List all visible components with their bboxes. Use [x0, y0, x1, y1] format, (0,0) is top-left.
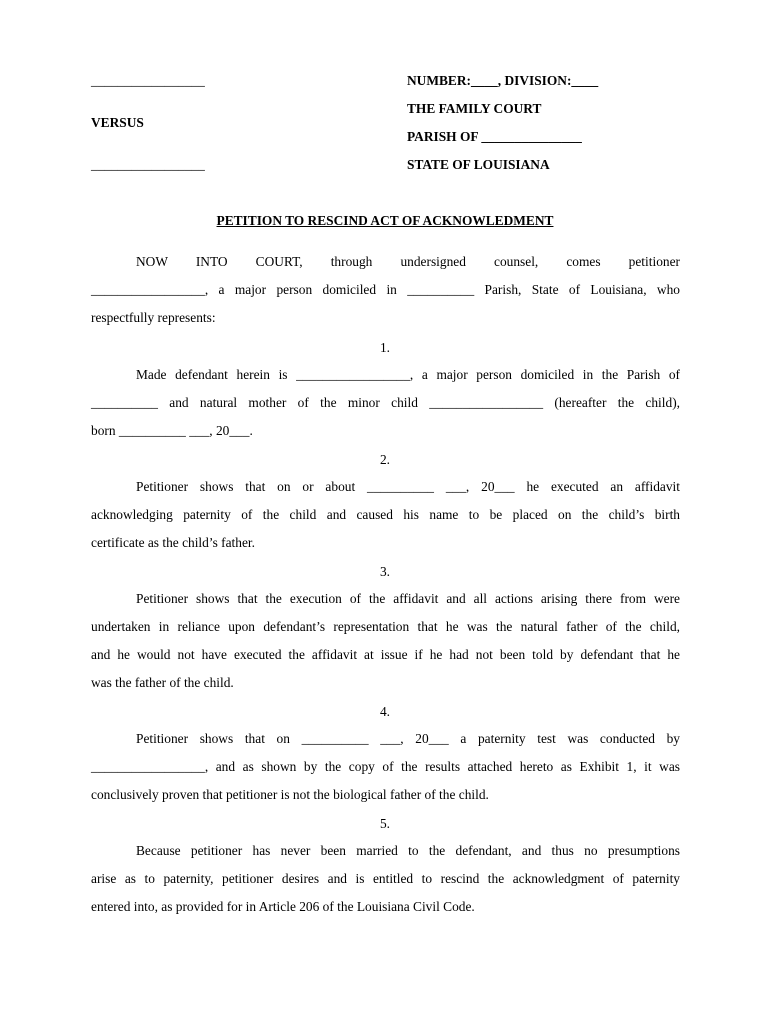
section-line: arise as to paternity, petitioner desires and is entitled to rescind the acknowledgment of paternity — [91, 871, 680, 886]
intro-paragraph — [91, 248, 680, 332]
section-line: __________ and natural mother of the minor child _________________ (hereafter the child), — [91, 395, 680, 410]
section-line: acknowledging paternity of the child and caused his name to be placed on the child’s birth — [91, 507, 680, 522]
section-line: conclusively proven that petitioner is not the biological father of the child. — [91, 787, 489, 802]
defendant-name-blank: _________________ — [91, 157, 205, 172]
section-line: undertaken in reliance upon defendant’s representation that he was the natural father of the child, — [91, 619, 680, 634]
state-line: STATE OF LOUISIANA — [407, 157, 550, 172]
section-2-paragraph — [91, 473, 680, 557]
section-line: entered into, as provided for in Article 206 of the Louisiana Civil Code. — [91, 899, 475, 914]
court-name: THE FAMILY COURT — [407, 101, 542, 116]
section-line: Because petitioner has never been married to the defendant, and thus no presumptions — [136, 843, 680, 858]
section-number: 1. — [379, 340, 391, 355]
intro-line: respectfully represents: — [91, 310, 216, 325]
section-line: Made defendant herein is _________________, a major person domiciled in the Parish of — [136, 367, 680, 382]
section-number: 3. — [379, 564, 391, 579]
versus-label: VERSUS — [91, 115, 144, 130]
section-line: Petitioner shows that the execution of the affidavit and all actions arising there from were — [136, 591, 680, 606]
section-4-paragraph — [91, 725, 680, 809]
section-line: _________________, and as shown by the copy of the results attached hereto as Exhibit 1, it was — [91, 759, 680, 774]
case-number-division: NUMBER:____, DIVISION:____ — [407, 73, 599, 88]
intro-line: NOW INTO COURT, through undersigned counsel, comes petitioner — [136, 254, 680, 269]
intro-line: _________________, a major person domiciled in __________ Parish, State of Louisiana, who — [91, 282, 680, 297]
document-title: PETITION TO RESCIND ACT OF ACKNOWLEDMENT — [216, 213, 554, 228]
section-number: 5. — [379, 816, 391, 831]
plaintiff-name-blank: _________________ — [91, 73, 205, 88]
parish-line: PARISH OF _______________ — [407, 129, 582, 144]
section-line: born __________ ___, 20___. — [91, 423, 253, 438]
section-number: 2. — [379, 452, 391, 467]
section-5-paragraph — [91, 837, 680, 921]
section-line: Petitioner shows that on or about __________ ___, 20___ he executed an affidavit — [136, 479, 680, 494]
section-1-paragraph — [91, 361, 680, 445]
section-line: Petitioner shows that on __________ ___, 20___ a paternity test was conducted by — [136, 731, 680, 746]
section-3-paragraph — [91, 585, 680, 697]
section-number: 4. — [379, 704, 391, 719]
section-line: was the father of the child. — [91, 675, 234, 690]
section-line: and he would not have executed the affidavit at issue if he had not been told by defendant that he — [91, 647, 680, 662]
section-line: certificate as the child’s father. — [91, 535, 255, 550]
